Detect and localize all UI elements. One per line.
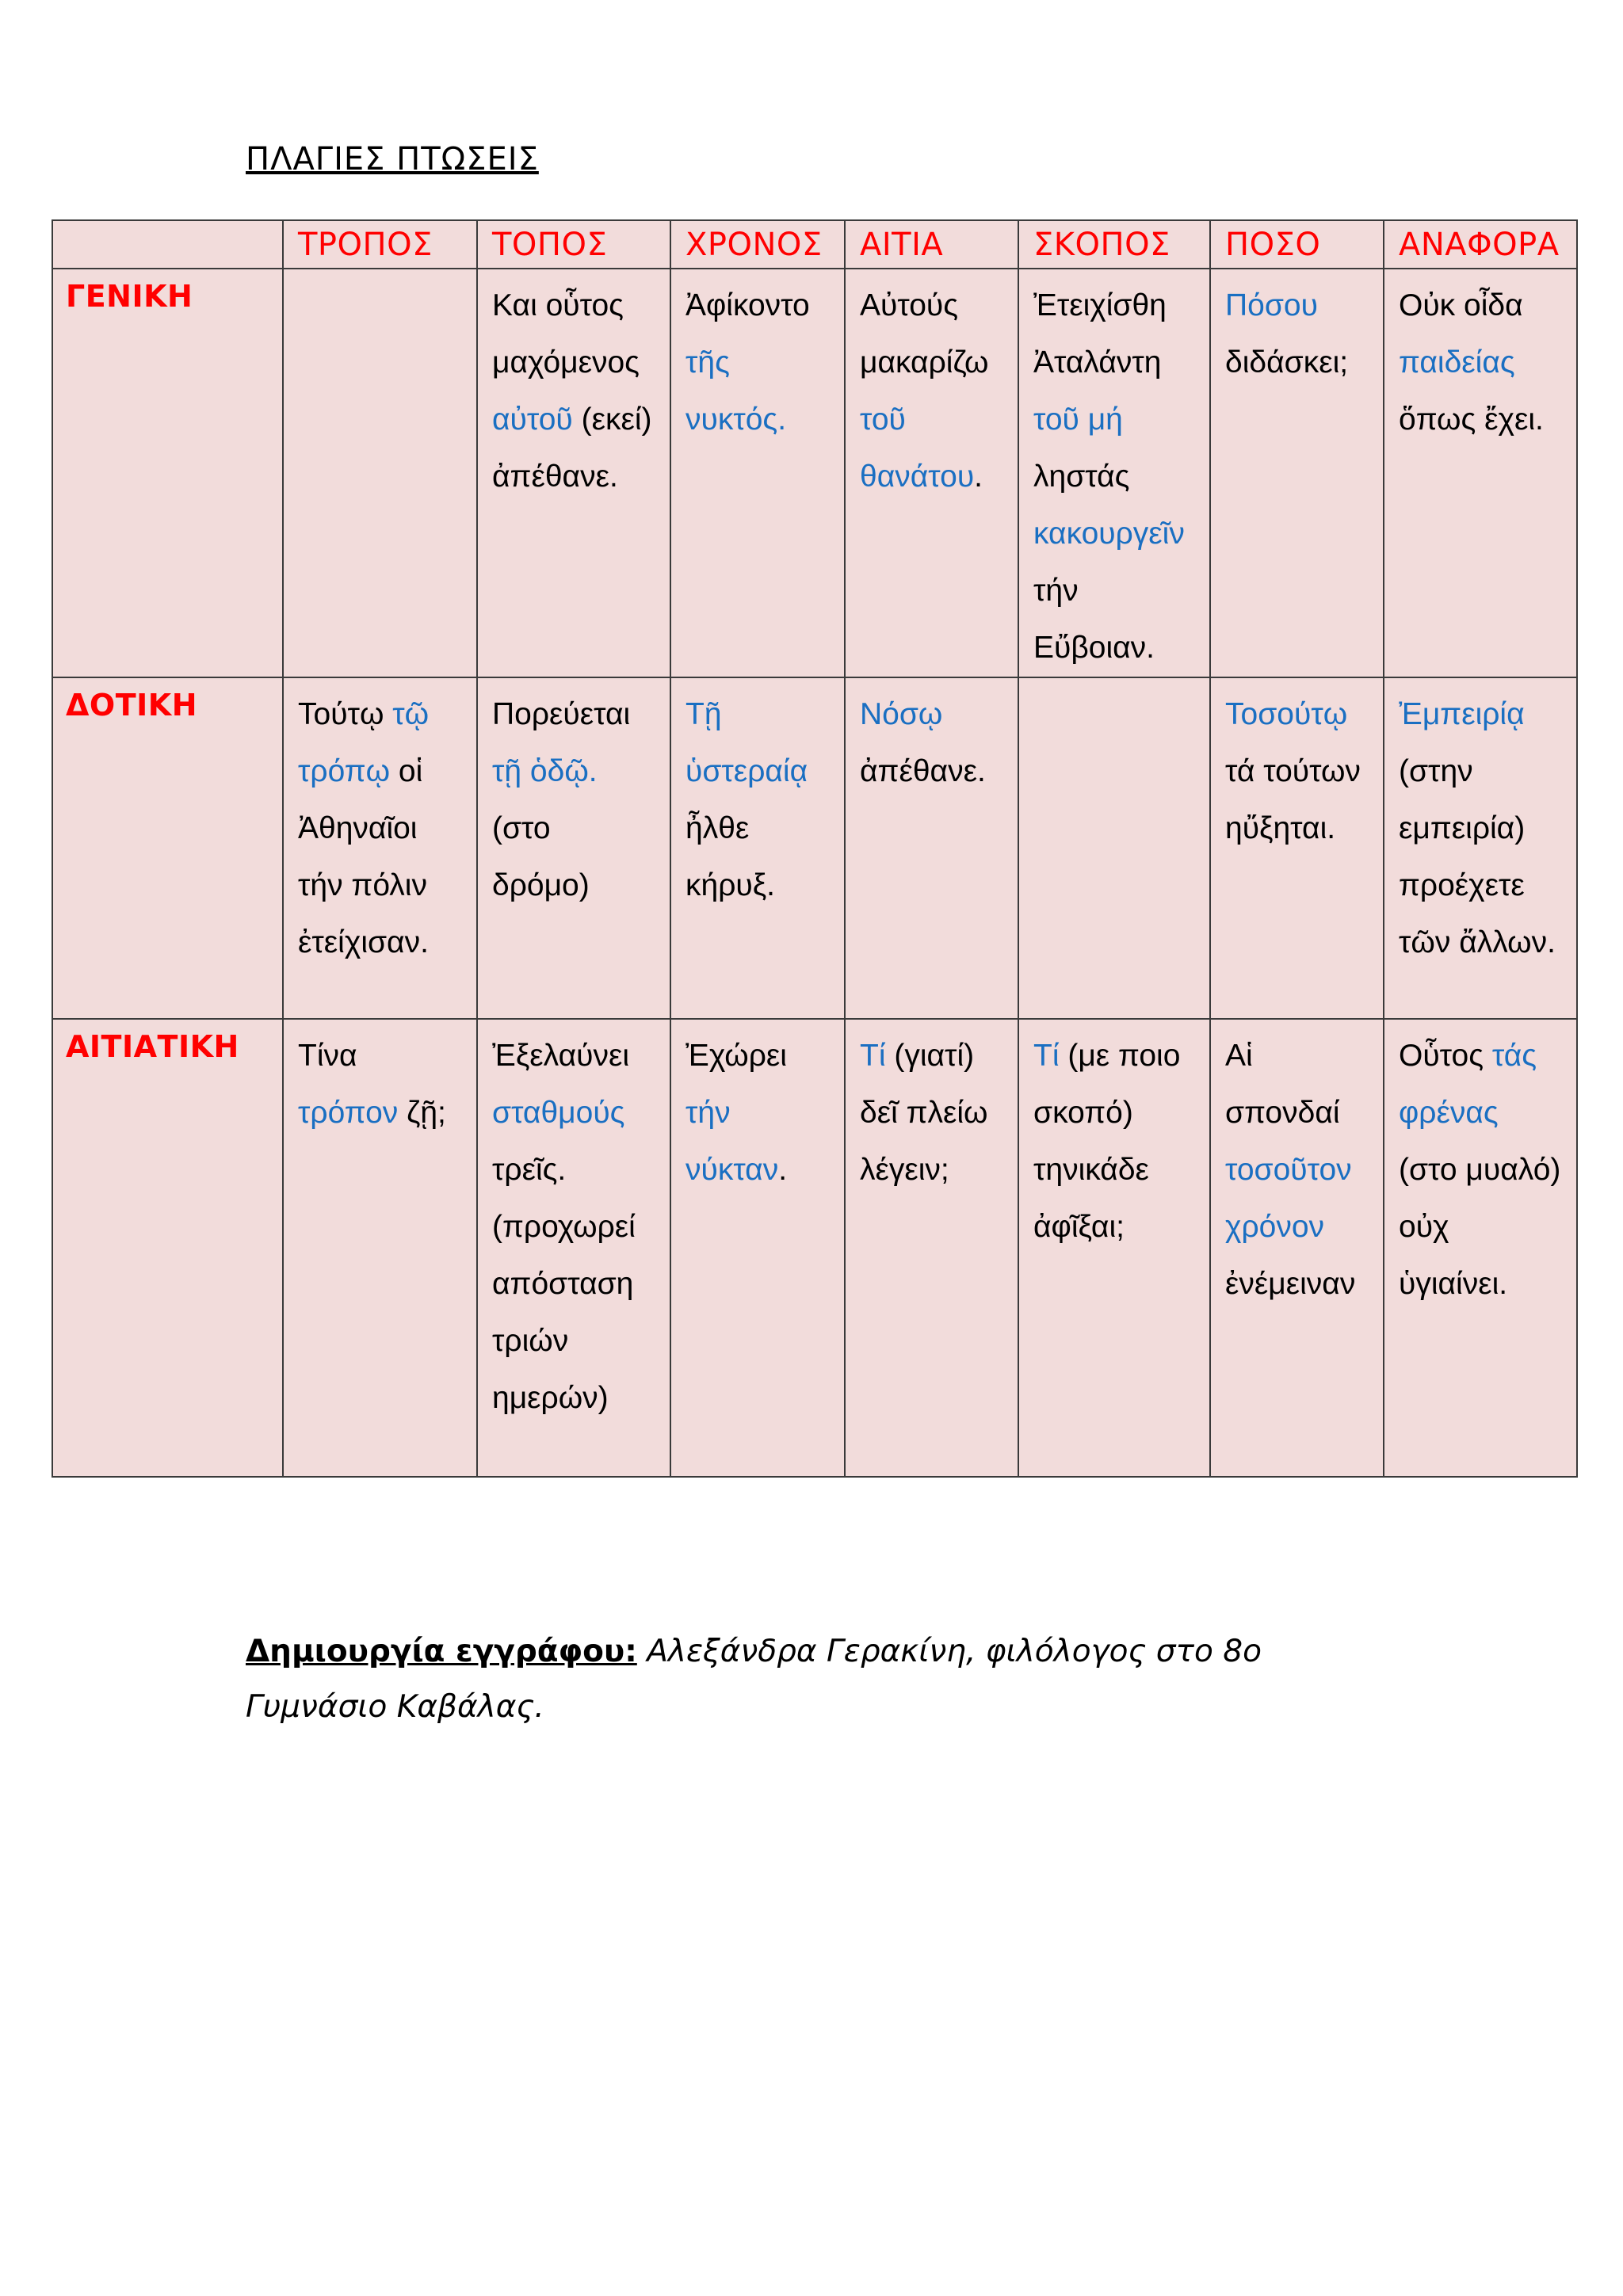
table-cell <box>1210 269 1384 677</box>
table-cell <box>1384 1019 1577 1477</box>
cell-text: τήν Εὔβοιαν. <box>1033 574 1155 665</box>
table-cell <box>1018 677 1210 1019</box>
table-row-dotiki <box>52 677 1577 1019</box>
table-cell <box>1384 677 1577 1019</box>
highlighted-text: τάς φρένας <box>1399 1039 1537 1130</box>
header-row <box>52 220 1577 269</box>
highlighted-text: τῷ τρόπῳ <box>298 697 430 788</box>
cell-text: ζῇ; <box>398 1096 446 1130</box>
highlighted-text: Τοσούτῳ <box>1225 697 1348 731</box>
cell-text: Ἐτειχίσθη Ἀταλάντη <box>1033 288 1167 379</box>
highlighted-text: Τί <box>860 1039 886 1073</box>
cell-text: . <box>778 1153 788 1187</box>
table-cell <box>845 677 1018 1019</box>
highlighted-text: Πόσου <box>1225 288 1318 322</box>
column-header-skopos: ΣΚΟΠΟΣ <box>1018 220 1210 269</box>
cell-text: . <box>974 460 983 494</box>
highlighted-text: Τῇ ὑστεραίᾳ <box>685 697 808 788</box>
row-header-aitiatiki: ΑΙΤΙΑΤΙΚΗ <box>52 1019 283 1477</box>
cell-text: Τούτῳ <box>298 697 393 731</box>
column-header-tropos: ΤΡΟΠΟΣ <box>283 220 477 269</box>
cell-text: Οὗτος <box>1399 1039 1492 1073</box>
table-cell <box>1018 269 1210 677</box>
cell-text: Πορεύεται <box>492 697 631 731</box>
document-credit <box>246 1624 1371 1735</box>
credit-text: Αλεξάνδρα Γερακίνη, φιλόλογος στο 8ο Γυμνάσιο Καβάλας. <box>246 1634 1262 1725</box>
highlighted-text: τοσοῦτον χρόνον <box>1225 1153 1352 1244</box>
column-header-aitia: ΑΙΤΙΑ <box>845 220 1018 269</box>
cell-text: ἦλθε κήρυξ. <box>685 811 776 902</box>
cell-text: ληστάς <box>1033 460 1130 494</box>
highlighted-text: παιδείας <box>1399 345 1515 379</box>
cell-text: Ἐξελαύνει <box>492 1039 630 1073</box>
highlighted-text: σταθμούς <box>492 1096 625 1130</box>
table-cell <box>1210 677 1384 1019</box>
table-corner-cell <box>52 220 283 269</box>
cell-text: (εκεί) ἀπέθανε. <box>492 402 652 494</box>
cell-text: διδάσκει; <box>1225 345 1349 379</box>
column-header-topos: ΤΟΠΟΣ <box>477 220 670 269</box>
cell-text: Αἱ σπονδαί <box>1225 1039 1340 1130</box>
cell-text: (στο μυαλό) οὐχ ὑγιαίνει. <box>1399 1153 1561 1301</box>
highlighted-text: Νόσῳ <box>860 697 943 731</box>
cell-text: Και οὗτος μαχόμενος <box>492 288 640 379</box>
column-header-anafora: ΑΝΑΦΟΡΑ <box>1384 220 1577 269</box>
column-header-poso: ΠΟΣΟ <box>1210 220 1384 269</box>
highlighted-text: τήν νύκταν <box>685 1096 779 1187</box>
highlighted-text: τοῦ θανάτου <box>860 402 975 494</box>
table-cell <box>477 269 670 677</box>
row-header-dotiki: ΔΟΤΙΚΗ <box>52 677 283 1019</box>
highlighted-text: Τί <box>1033 1039 1060 1073</box>
table-row-aitiatiki <box>52 1019 1577 1477</box>
cell-text: Ἀφίκοντο <box>685 288 810 322</box>
highlighted-text: τρόπον <box>298 1096 399 1130</box>
highlighted-text: τοῦ μή <box>1033 402 1123 437</box>
table-cell <box>1018 1019 1210 1477</box>
highlighted-text: κακουργεῖν <box>1033 517 1185 551</box>
highlighted-text: Ἐμπειρίᾳ <box>1399 697 1525 731</box>
credit-label: Δημιουργία εγγράφου: <box>246 1634 637 1669</box>
cell-text: (με ποιο σκοπό) τηνικάδε ἀφῖξαι; <box>1033 1039 1181 1244</box>
table-cell <box>1384 269 1577 677</box>
table-cell <box>1210 1019 1384 1477</box>
cell-text: (στο δρόμο) <box>492 811 590 902</box>
table-cell <box>283 1019 477 1477</box>
cell-text: Οὐκ οἶδα <box>1399 288 1523 322</box>
table-cell <box>845 269 1018 677</box>
table-cell <box>845 1019 1018 1477</box>
cell-text: Ἐχώρει <box>685 1039 787 1073</box>
cell-text: (στην εμπειρία) προέχετε τῶν ἄλλων. <box>1399 754 1556 959</box>
table-cell <box>283 269 477 677</box>
highlighted-text: τῇ ὁδῷ. <box>492 754 598 788</box>
cell-text: (γιατί) δεῖ πλείω λέγειν; <box>860 1039 988 1187</box>
table-cell <box>670 1019 845 1477</box>
cell-text: Τίνα <box>298 1039 357 1073</box>
cell-text: Αὐτούς μακαρίζω <box>860 288 989 379</box>
table-cell <box>477 1019 670 1477</box>
table-cell <box>670 269 845 677</box>
table-cell <box>477 677 670 1019</box>
page-title: ΠΛΑΓΙΕΣ ΠΤΩΣΕΙΣ <box>246 141 539 177</box>
highlighted-text: αὐτοῦ <box>492 402 573 437</box>
highlighted-text: τῆς νυκτός. <box>685 345 787 437</box>
cell-text: οἱ Ἀθηναῖοι τήν πόλιν ἐτείχισαν. <box>298 754 429 959</box>
cell-text: τρεῖς. (προχωρεί απόσταση τριών ημερών) <box>492 1153 636 1415</box>
row-header-geniki: ΓΕΝΙΚΗ <box>52 269 283 677</box>
cell-text: ὅπως ἔχει. <box>1399 402 1544 437</box>
table-row-geniki <box>52 269 1577 677</box>
table-cell <box>283 677 477 1019</box>
table-cell <box>670 677 845 1019</box>
cell-text: ἀπέθανε. <box>860 754 986 788</box>
cell-text: τά τούτων ηὔξηται. <box>1225 754 1361 845</box>
cell-text: ἐνέμειναν <box>1225 1267 1356 1301</box>
column-header-chronos: ΧΡΟΝΟΣ <box>670 220 845 269</box>
oblique-cases-table <box>52 219 1578 1478</box>
